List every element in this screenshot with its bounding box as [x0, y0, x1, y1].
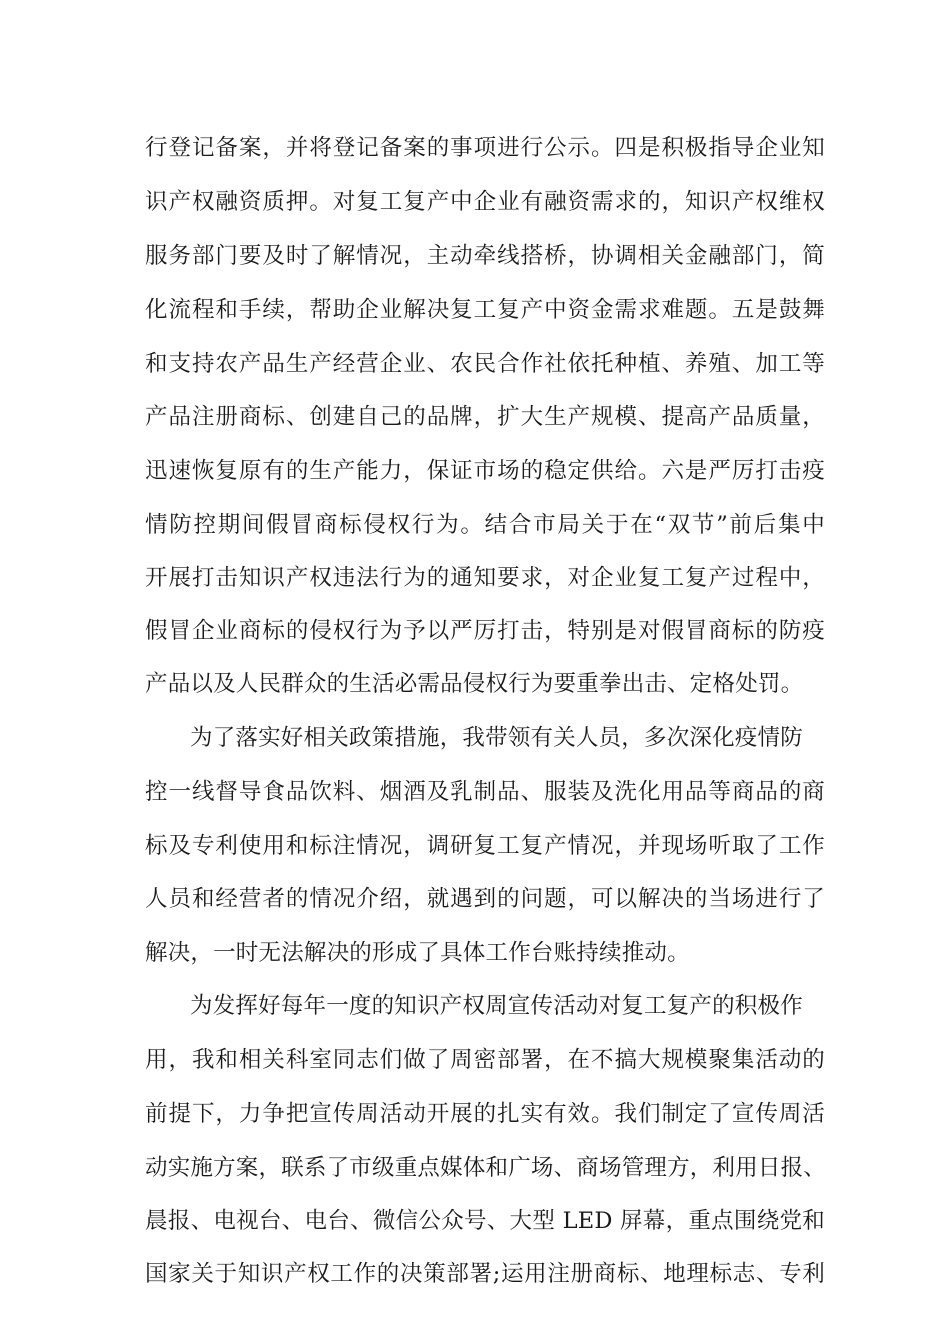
paragraph-first-line: 为了落实好相关政策措施，我带领有关人员，多次深化疫情防 [190, 725, 803, 751]
text-line: 标及专利使用和标注情况，调研复工复产情况，并现场听取了工作 [145, 833, 825, 859]
text-line: 假冒企业商标的侵权行为予以严厉打击，特别是对假冒商标的防疫 [145, 618, 825, 644]
text-line: 国家关于知识产权工作的决策部署;运用注册商标、地理标志、专利 [145, 1261, 825, 1287]
text-line: 动实施方案，联系了市级重点媒体和广场、商场管理方，利用日报、 [145, 1155, 827, 1181]
text-line: 行登记备案，并将登记备案的事项进行公示。四是积极指导企业知 [145, 135, 825, 161]
text-line: 晨报、电视台、电台、微信公众号、大型 LED 屏幕，重点围绕党和 [145, 1208, 825, 1234]
text-line: 产品注册商标、创建自己的品牌，扩大生产规模、提高产品质量， [145, 404, 825, 430]
text-line: 前提下，力争把宣传周活动开展的扎实有效。我们制定了宣传周活 [145, 1101, 825, 1127]
text-line: 开展打击知识产权违法行为的通知要求，对企业复工复产过程中， [145, 565, 825, 591]
text-line: 控一线督导食品饮料、烟酒及乳制品、服装及洗化用品等商品的商 [145, 779, 825, 805]
text-line: 识产权融资质押。对复工复产中企业有融资需求的，知识产权维权 [145, 189, 825, 215]
text-line: 人员和经营者的情况介绍，就遇到的问题，可以解决的当场进行了 [145, 886, 825, 912]
text-line: 和支持农产品生产经营企业、农民合作社依托种植、养殖、加工等 [145, 351, 825, 377]
text-line: 产品以及人民群众的生活必需品侵权行为要重拳出击、定格处罚。 [145, 671, 804, 697]
text-line: 用，我和相关科室同志们做了周密部署，在不搞大规模聚集活动的 [145, 1047, 825, 1073]
text-line: 化流程和手续，帮助企业解决复工复产中资金需求难题。五是鼓舞 [145, 297, 825, 323]
text-line: 解决，一时无法解决的形成了具体工作台账持续推动。 [145, 940, 690, 966]
text-line: 迅速恢复原有的生产能力，保证市场的稳定供给。六是严厉打击疫 [145, 458, 825, 484]
text-line: 服务部门要及时了解情况，主动牵线搭桥，协调相关金融部门，简 [145, 243, 825, 269]
text-line: 情防控期间假冒商标侵权行为。结合市局关于在“双节”前后集中 [145, 512, 825, 538]
paragraph-first-line: 为发挥好每年一度的知识产权周宣传活动对复工复产的积极作 [190, 993, 803, 1019]
